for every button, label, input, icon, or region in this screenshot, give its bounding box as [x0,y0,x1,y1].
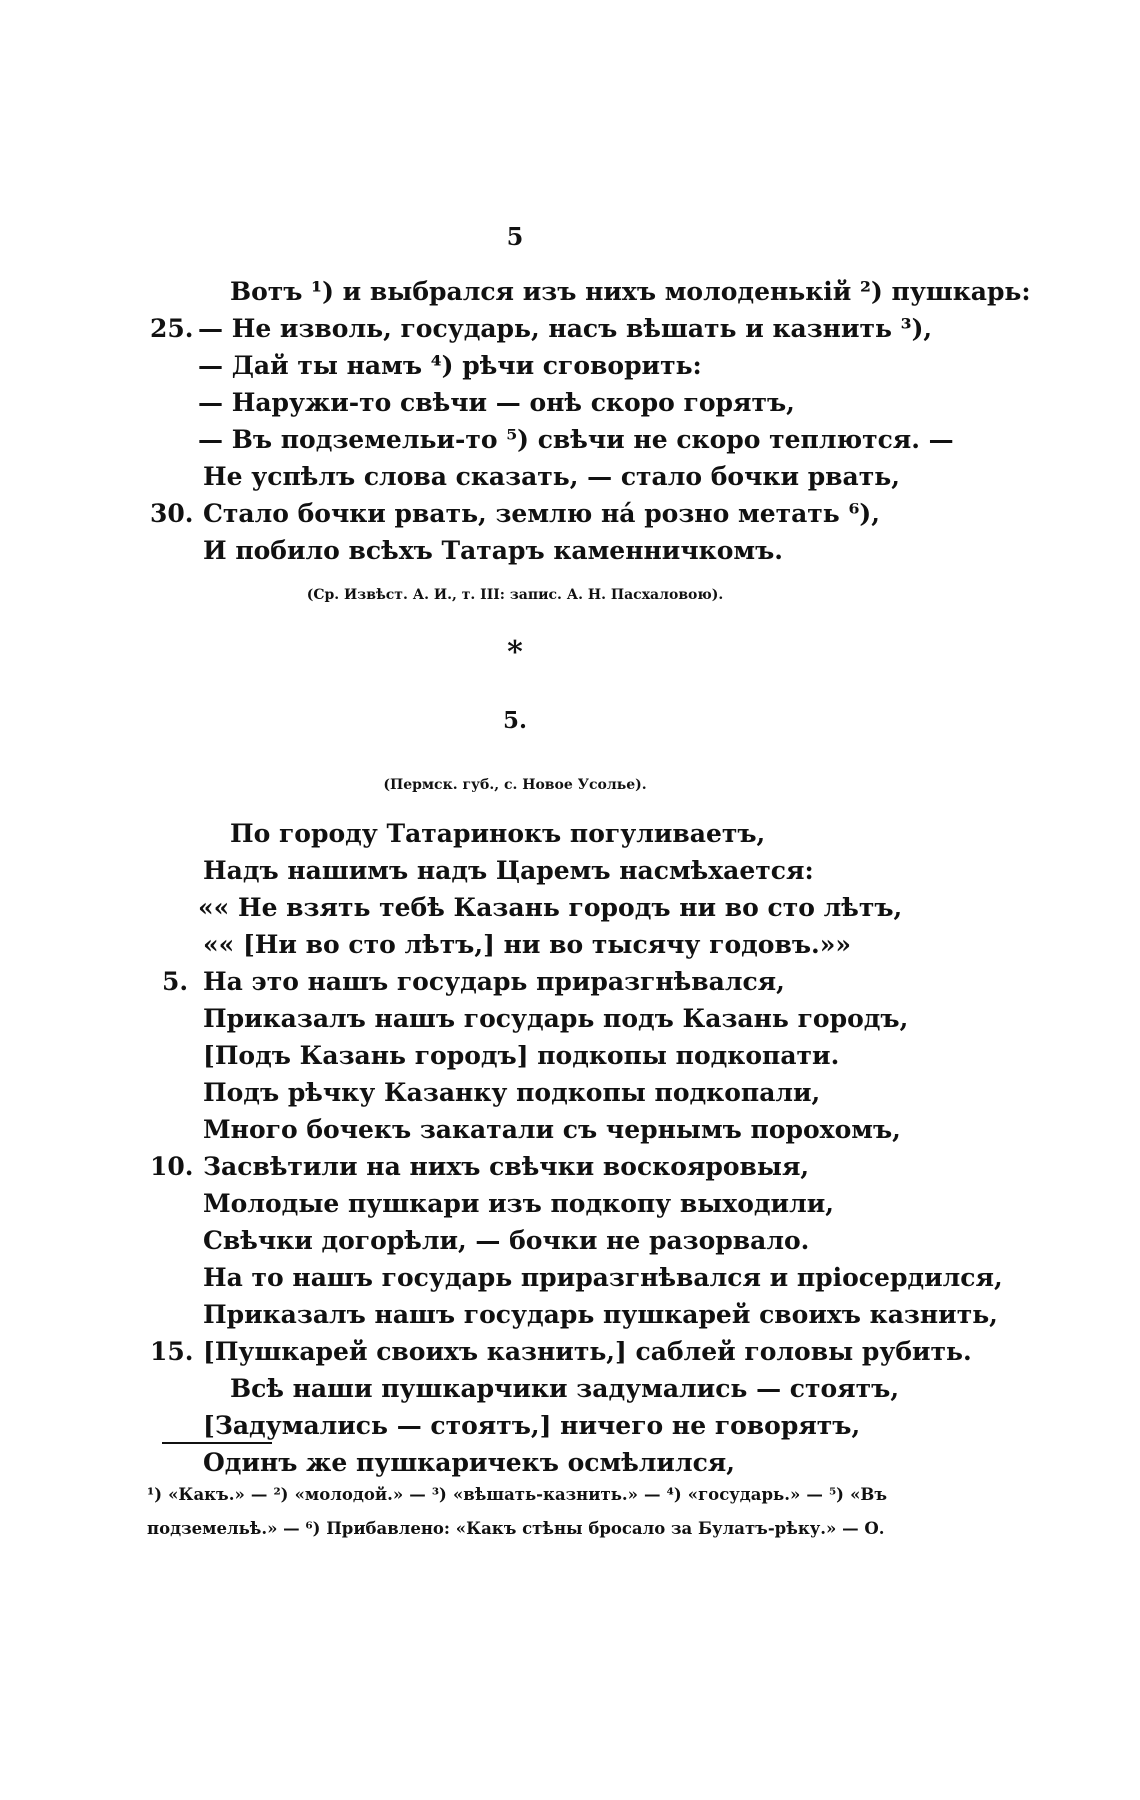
page-number: 5 [506,222,524,251]
verse-line [0,926,1100,963]
verse-line [0,852,1100,889]
verse-text: Свѣчки догорѣли, — бочки не разорвало. [203,1226,810,1255]
verse-text: Вотъ ¹) и выбрался изъ нихъ молоденькій ²) пушкарь: [230,277,1031,306]
verse-line [0,310,1100,347]
line-number: 30. [150,499,194,528]
verse-line [0,1333,1100,1370]
verse-text: На то нашъ государь приразгнѣвался и пріосердился, [203,1263,1003,1292]
verse-line [0,963,1100,1000]
verse-text: Подъ рѣчку Казанку подкопы подкопали, [203,1078,821,1107]
verse-text: — Въ подземельи-то ⁵) свѣчи не скоро теплются. — [198,425,954,454]
verse-line [0,384,1100,421]
footnotes: ¹) «Какъ.» — ²) «молодой.» — ³) «вѣшать-казнить.» — ⁴) «государь.» — ⁵) «Въ подземельѣ.» — ⁶) Прибавлено: «Какъ стѣны бросало за Булатъ-рѣку.» — О. [147,1485,887,1538]
verse-text: Молодые пушкари изъ подкопу выходили, [203,1189,834,1218]
verse-line [0,532,1100,569]
verse-text: «« [Ни во сто лѣтъ,] ни во тысячу годовъ.»» [203,930,851,959]
verse-text: — Наружи-то свѣчи — онѣ скоро горятъ, [198,388,795,417]
verse-text: Приказалъ нашъ государь подъ Казань городъ, [203,1004,909,1033]
verse-line [0,1000,1100,1037]
verse-line [0,1111,1100,1148]
verse-text: [Задумались — стоятъ,] ничего не говорятъ, [203,1411,861,1440]
line-number: 25. [150,314,194,343]
poem-2 [0,815,1100,1481]
verse-line [0,347,1100,384]
verse-line [0,889,1100,926]
source-citation: (Ср. Извѣст. А. И., т. III: запис. А. Н. Пасхаловою). [306,587,724,603]
verse-line [0,1148,1100,1185]
verse-line [0,1370,1100,1407]
verse-text: [Подъ Казань городъ] подкопы подкопати. [203,1041,840,1070]
verse-line [0,1222,1100,1259]
verse-text: — Не изволь, государь, насъ вѣшать и казнить ³), [198,314,933,343]
verse-text: На это нашъ государь приразгнѣвался, [203,967,785,996]
verse-text: — Дай ты намъ ⁴) рѣчи сговорить: [198,351,702,380]
poem-1 [0,273,1100,569]
song-source: (Пермск. губ., с. Новое Усолье). [383,777,647,793]
verse-line [0,1185,1100,1222]
verse-text: Стало бочки рвать, землю на́ розно метать ⁶), [203,499,880,528]
verse-line [0,1037,1100,1074]
song-number: 5. [502,707,527,734]
verse-line [0,273,1100,310]
verse-line [0,1407,1100,1444]
verse-text: По городу Татаринокъ погуливаетъ, [230,819,766,848]
verse-text: Приказалъ нашъ государь пушкарей своихъ казнить, [203,1300,998,1329]
verse-text: Всѣ наши пушкарчики задумались — стоятъ, [230,1374,900,1403]
verse-text: Не успѣлъ слова сказать, — стало бочки рвать, [203,462,900,491]
verse-text: «« Не взять тебѣ Казань городъ ни во сто лѣтъ, [198,893,903,922]
verse-line [0,458,1100,495]
section-separator: * [507,635,523,670]
verse-text: [Пушкарей своихъ казнить,] саблей головы рубить. [203,1337,972,1366]
verse-line [0,1444,1100,1481]
verse-line [0,815,1100,852]
verse-line [0,495,1100,532]
verse-line [0,1074,1100,1111]
verse-text: Много бочекъ закатали съ чернымъ порохомъ, [203,1115,901,1144]
verse-line [0,421,1100,458]
line-number: 15. [150,1337,194,1366]
line-number: 10. [150,1152,194,1181]
verse-text: Надъ нашимъ надъ Царемъ насмѣхается: [203,856,814,885]
line-number: 5. [162,967,189,996]
verse-text: Одинъ же пушкаричекъ осмѣлился, [203,1448,735,1477]
verse-line [0,1259,1100,1296]
verse-text: И побило всѣхъ Татаръ каменничкомъ. [203,536,783,565]
verse-text: Засвѣтили на нихъ свѣчки воскояровыя, [203,1152,810,1181]
footnote-divider [162,1442,272,1444]
verse-line [0,1296,1100,1333]
